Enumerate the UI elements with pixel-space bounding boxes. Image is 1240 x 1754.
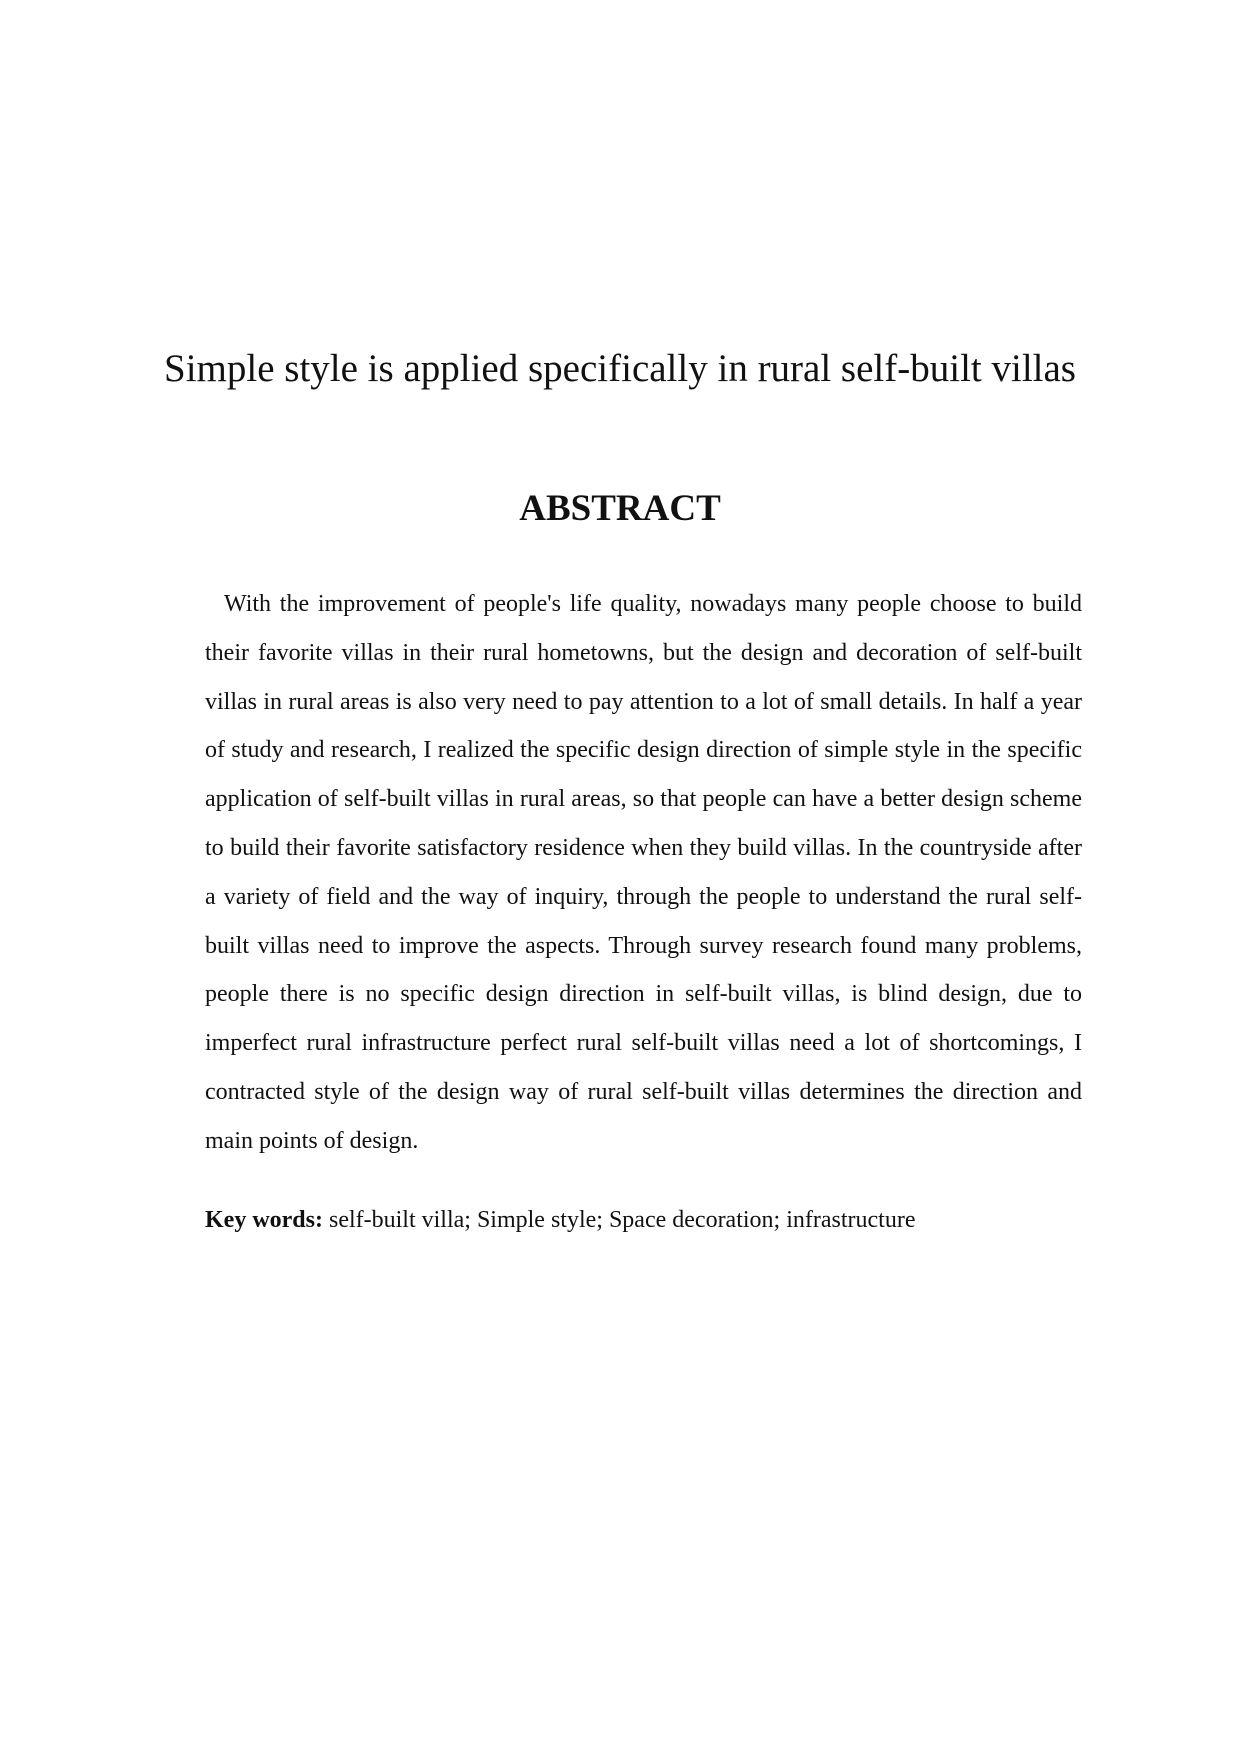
document-title: Simple style is applied specifically in rural self-built villas <box>164 347 1076 390</box>
abstract-heading: ABSTRACT <box>519 488 721 529</box>
keywords-line <box>205 1202 1082 1238</box>
abstract-body: With the improvement of people's life quality, nowadays many people choose to build their favorite villas in their rural hometowns, but the design and decoration of self-built villas in rural areas is also very need to pay attention to a lot of small details. In half a year of study and research, I realized the specific design direction of simple style in the specific application of self-built villas in rural areas, so that people can have a better design scheme to build their favorite satisfactory residence when they build villas. In the countryside after a variety of field and the way of inquiry, through the people to understand the rural self-built villas need to improve the aspects. Through survey research found many problems, people there is no specific design direction in self-built villas, is blind design, due to imperfect rural infrastructure perfect rural self-built villas need a lot of shortcomings, I contracted style of the design way of rural self-built villas determines the direction and main points of design. <box>205 591 1082 1154</box>
keywords-text: self-built villa; Simple style; Space decoration; infrastructure <box>328 1207 916 1233</box>
keywords-label: Key words: <box>205 1207 323 1233</box>
